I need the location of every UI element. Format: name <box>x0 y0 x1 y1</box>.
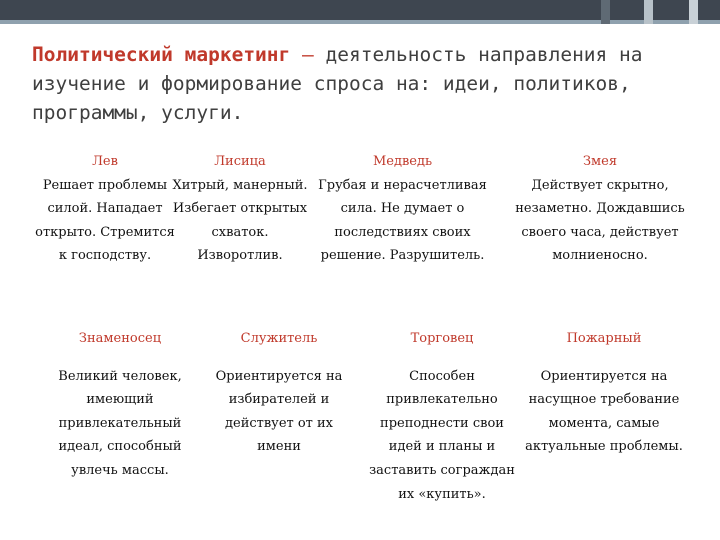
top-decor-stripe <box>0 20 720 24</box>
type-card-merchant <box>366 327 518 506</box>
type-name: Пожарный <box>566 331 642 346</box>
corner-block-2 <box>644 0 653 24</box>
title-dash: – <box>302 43 314 66</box>
type-name: Служитель <box>240 331 318 346</box>
type-description: Великий человек, имеющий привлекательный идеал, способный увлечь массы. <box>58 368 182 478</box>
type-description: Ориентируется на насущное требование момента, самые актуальные проблемы. <box>525 368 683 455</box>
type-card-firefighter <box>518 327 690 459</box>
type-name: Лисица <box>214 154 266 169</box>
type-description: Грубая и нерасчетливая сила. Не думает о последствиях своих решение. Разрушитель. <box>318 177 487 264</box>
type-description: Действует скрытно, незаметно. Дождавшись своего часа, действует молниеносно. <box>515 177 685 264</box>
type-description: Решает проблемы силой. Нападает открыто. Стремится к господству. <box>35 177 175 264</box>
type-card-fox <box>170 150 310 268</box>
type-name: Лев <box>92 154 118 169</box>
type-name: Знаменосец <box>78 331 162 346</box>
type-card-snake <box>510 150 690 268</box>
type-description: Способен привлекательно преподнести свои идей и планы и заставить сограждан их «купить». <box>369 368 515 502</box>
type-card-lion <box>30 150 180 268</box>
title-rest: деятельность направления на изучение и формирование спроса на: идеи, политиков, программы, услуги. <box>32 43 643 124</box>
type-card-servant <box>210 327 348 459</box>
type-name: Змея <box>582 154 618 169</box>
corner-block-3 <box>689 0 698 24</box>
type-card-standard-bearer <box>50 327 190 483</box>
type-card-bear <box>315 150 490 268</box>
top-decor-bar <box>0 0 720 20</box>
type-description: Ориентируется на избирателей и действует от их имени <box>215 368 343 455</box>
type-description: Хитрый, манерный. Избегает открытых схваток. Изворотлив. <box>172 177 308 264</box>
title-lead: Политический маркетинг <box>32 43 291 66</box>
type-name: Торговец <box>410 331 474 346</box>
type-name: Медведь <box>372 154 433 169</box>
page-title <box>32 40 692 127</box>
corner-block-1 <box>601 0 610 24</box>
